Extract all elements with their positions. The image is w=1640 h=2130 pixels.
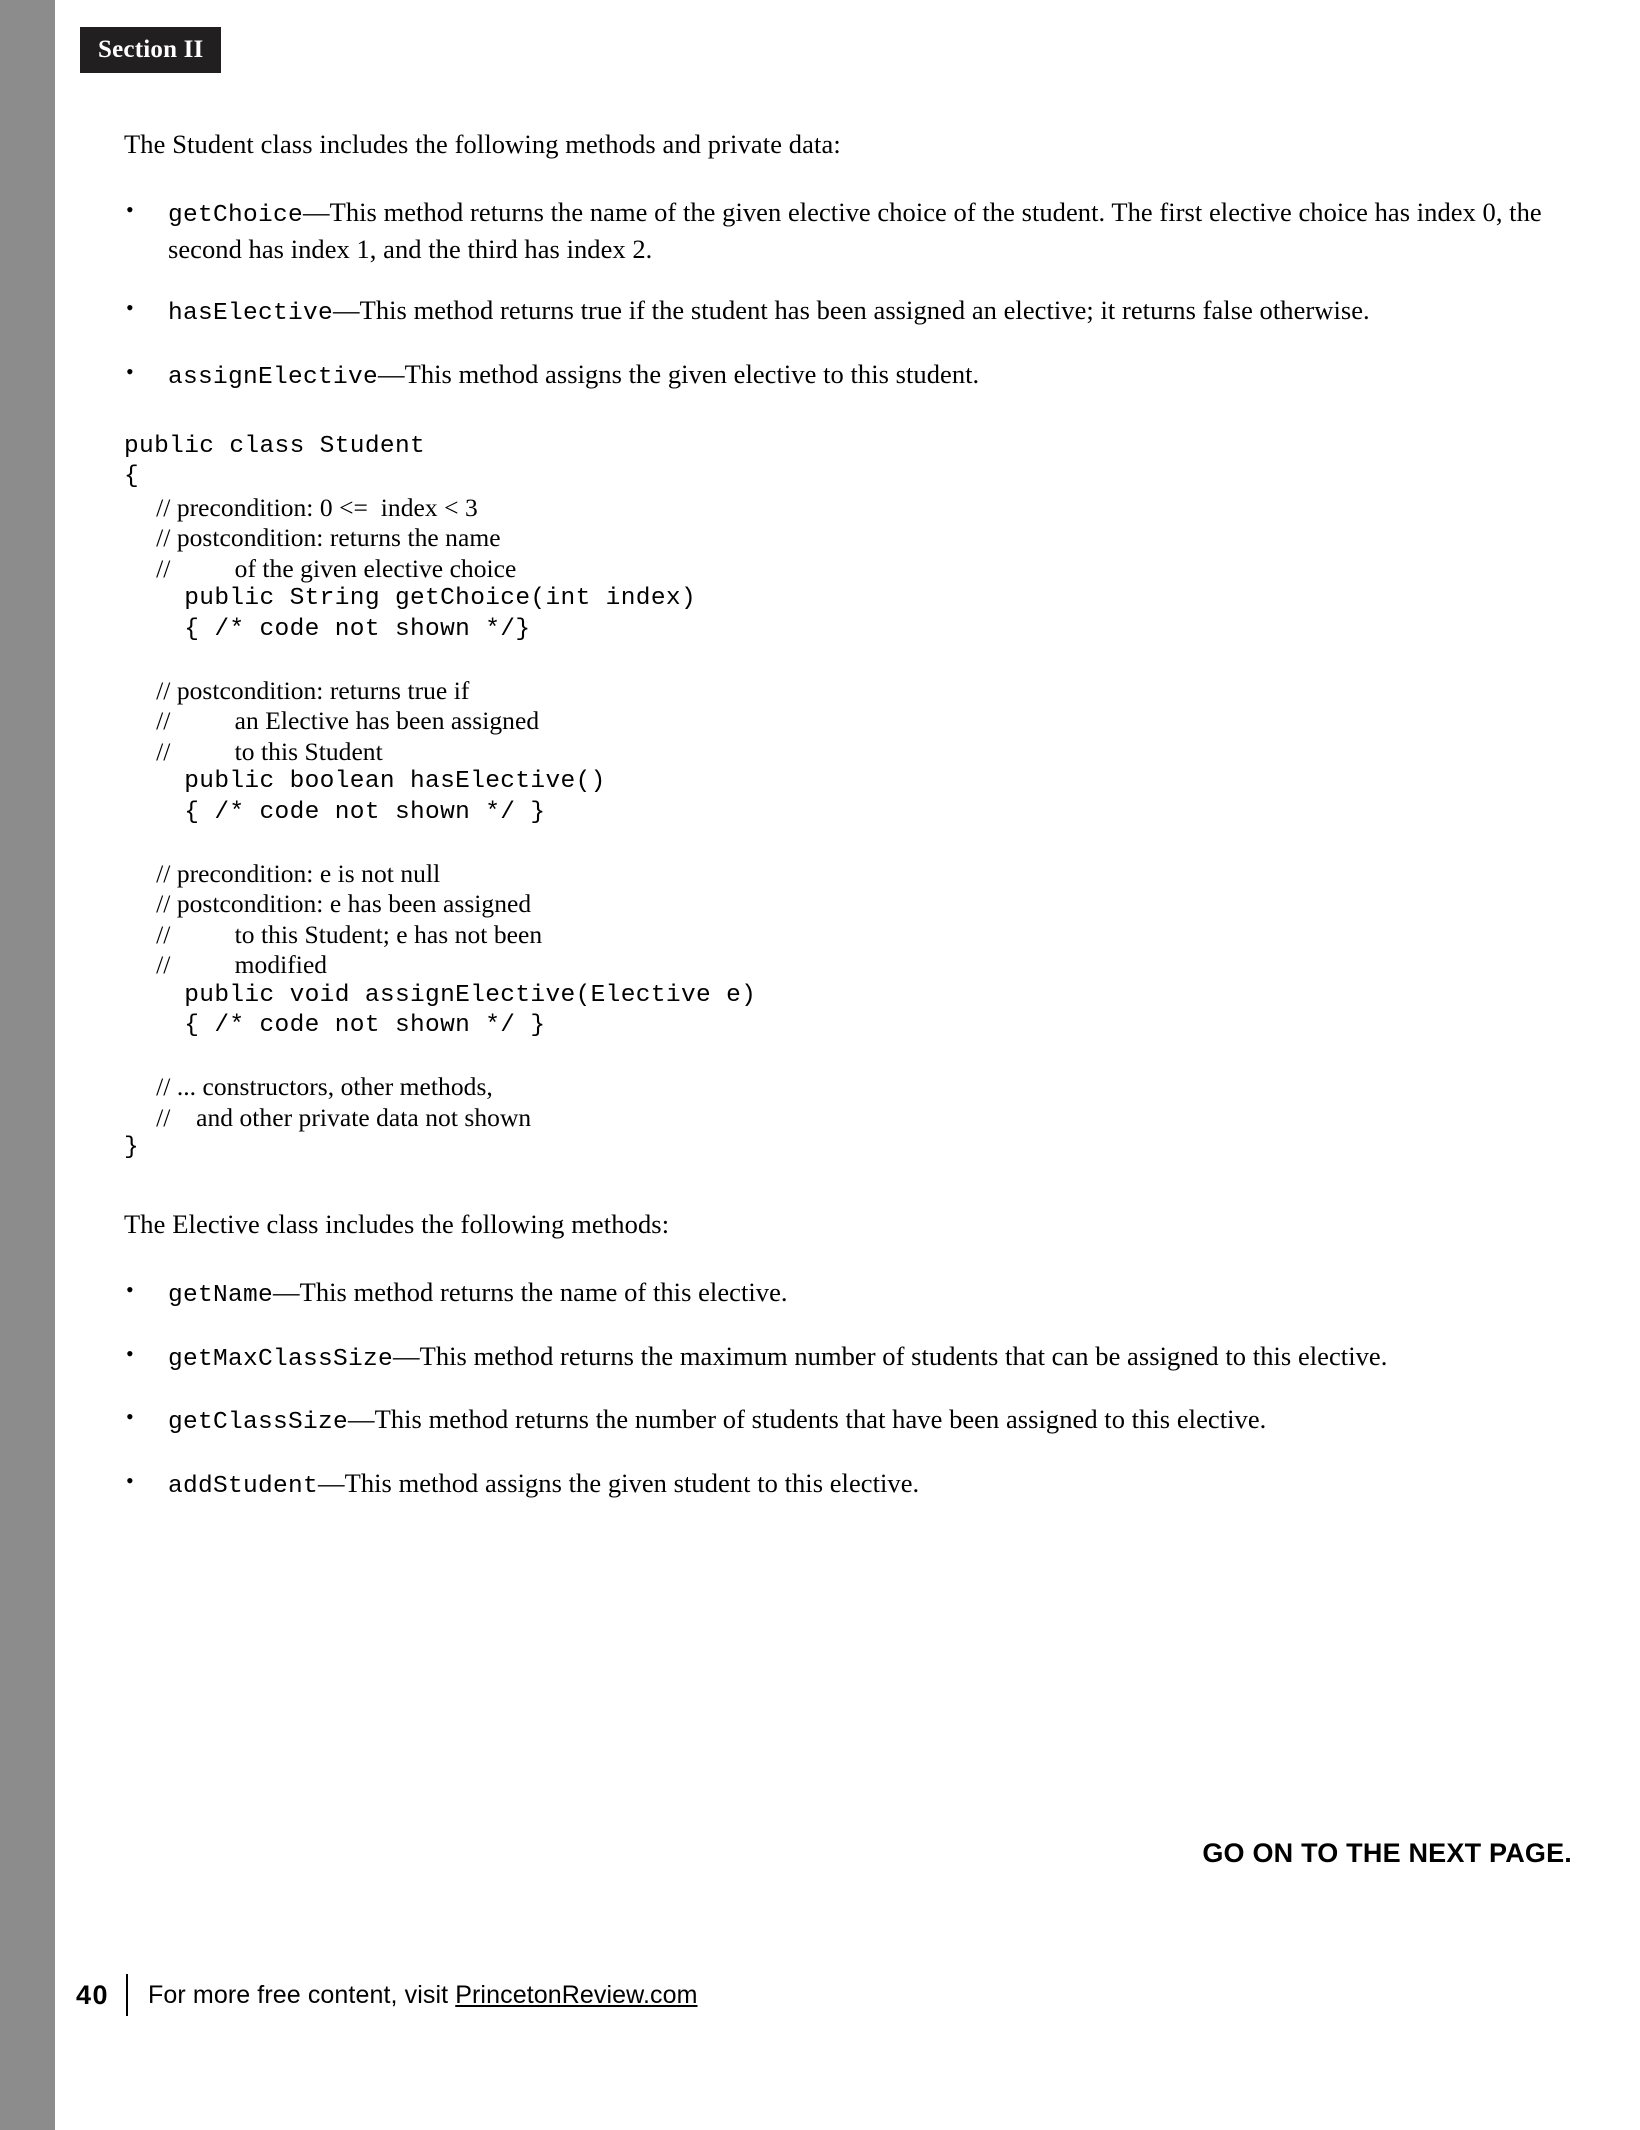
student-class-code-block — [124, 432, 1574, 1164]
page-canvas — [58, 0, 1640, 2130]
method-name: assignElective — [168, 364, 379, 392]
bullet-icon: • — [126, 1404, 134, 1430]
code-comment-line: // postcondition: returns the name — [124, 523, 501, 553]
code-comment-line: // postcondition: e has been assigned — [124, 889, 532, 919]
method-name: getClassSize — [168, 1409, 349, 1437]
spacer — [124, 330, 1574, 357]
page-content — [124, 128, 1574, 1503]
method-description: —This method returns true if the student has been assigned an elective; it returns false otherwise. — [333, 295, 1370, 326]
code-comment-line: // an Elective has been assigned — [124, 706, 540, 736]
method-name: hasElective — [168, 300, 334, 328]
list-item — [124, 357, 1574, 394]
list-item — [124, 1339, 1574, 1376]
bullet-icon: • — [126, 295, 134, 321]
code-line: { — [124, 463, 140, 491]
spacer — [124, 1439, 1574, 1466]
method-name: getChoice — [168, 201, 304, 229]
code-comment-line: // precondition: e is not null — [124, 858, 441, 888]
code-comment-line: // precondition: 0 <= index < 3 — [124, 492, 478, 522]
method-name: addStudent — [168, 1473, 319, 1501]
code-comment-line: // modified — [124, 950, 328, 980]
code-comment-line: // ... constructors, other methods, — [124, 1072, 493, 1102]
code-comment-line: // of the given elective choice — [124, 553, 517, 583]
list-item — [124, 293, 1574, 330]
code-line: public boolean hasElective() — [124, 768, 606, 796]
method-name: getName — [168, 1281, 274, 1309]
code-line: { /* code not shown */ } — [124, 798, 546, 826]
spacer — [124, 266, 1574, 293]
student-method-list — [124, 195, 1574, 394]
bullet-icon: • — [126, 1276, 134, 1302]
list-item — [124, 1466, 1574, 1503]
code-line: public String getChoice(int index) — [124, 585, 696, 613]
student-section-lead: The Student class includes the following methods and private data: — [124, 129, 841, 159]
list-item — [124, 1402, 1574, 1439]
elective-section-lead: The Elective class includes the following methods: — [124, 1208, 670, 1239]
method-description: —This method assigns the given student to this elective. — [318, 1468, 920, 1499]
page-footer — [64, 1972, 698, 2018]
method-description: —This method returns the name of the given elective choice of the student. The first elective choice has index 0, the second has index 1, and the third has index 2. — [168, 196, 1542, 264]
left-grey-spine — [0, 0, 55, 2130]
bullet-icon: • — [126, 359, 134, 385]
section-badge: Section II — [80, 27, 221, 73]
footer-note-prefix: For more free content, visit — [148, 1980, 456, 2009]
spacer — [124, 1375, 1574, 1402]
method-description: —This method assigns the given elective to this student. — [378, 359, 980, 390]
method-description: —This method returns the number of students that have been assigned to this elective. — [348, 1404, 1267, 1435]
code-comment-line: // postcondition: returns true if — [124, 675, 470, 705]
bullet-icon: • — [126, 1468, 134, 1494]
code-line: { /* code not shown */ } — [124, 1012, 546, 1040]
method-name: getMaxClassSize — [168, 1345, 394, 1373]
code-line-blank — [124, 1042, 1574, 1073]
code-line-blank — [124, 828, 1574, 859]
spacer — [124, 394, 1574, 432]
elective-method-list — [124, 1275, 1574, 1503]
code-line: { /* code not shown */} — [124, 615, 531, 643]
code-comment-line: // to this Student — [124, 736, 383, 766]
code-line: public class Student — [124, 432, 426, 460]
bullet-icon: • — [126, 196, 134, 222]
code-line: } — [124, 1134, 140, 1162]
page-number: 40 — [76, 1979, 110, 2010]
princeton-review-link[interactable]: PrincetonReview.com — [455, 1980, 698, 2009]
footer-note — [128, 1981, 697, 2010]
code-comment-line: // to this Student; e has not been — [124, 919, 543, 949]
code-comment-line: // and other private data not shown — [124, 1102, 532, 1132]
spacer — [124, 1242, 1574, 1275]
method-description: —This method returns the name of this elective. — [273, 1276, 788, 1307]
spacer — [124, 1164, 1574, 1208]
spacer — [124, 1312, 1574, 1339]
bullet-icon: • — [126, 1340, 134, 1366]
code-line-blank — [124, 645, 1574, 676]
go-on-notice: GO ON TO THE NEXT PAGE. — [1202, 1838, 1572, 1868]
code-line: public void assignElective(Elective e) — [124, 981, 757, 1009]
spacer — [124, 162, 1574, 195]
list-item — [124, 1275, 1574, 1312]
list-item — [124, 195, 1574, 266]
method-description: —This method returns the maximum number of students that can be assigned to this elective. — [393, 1340, 1388, 1371]
